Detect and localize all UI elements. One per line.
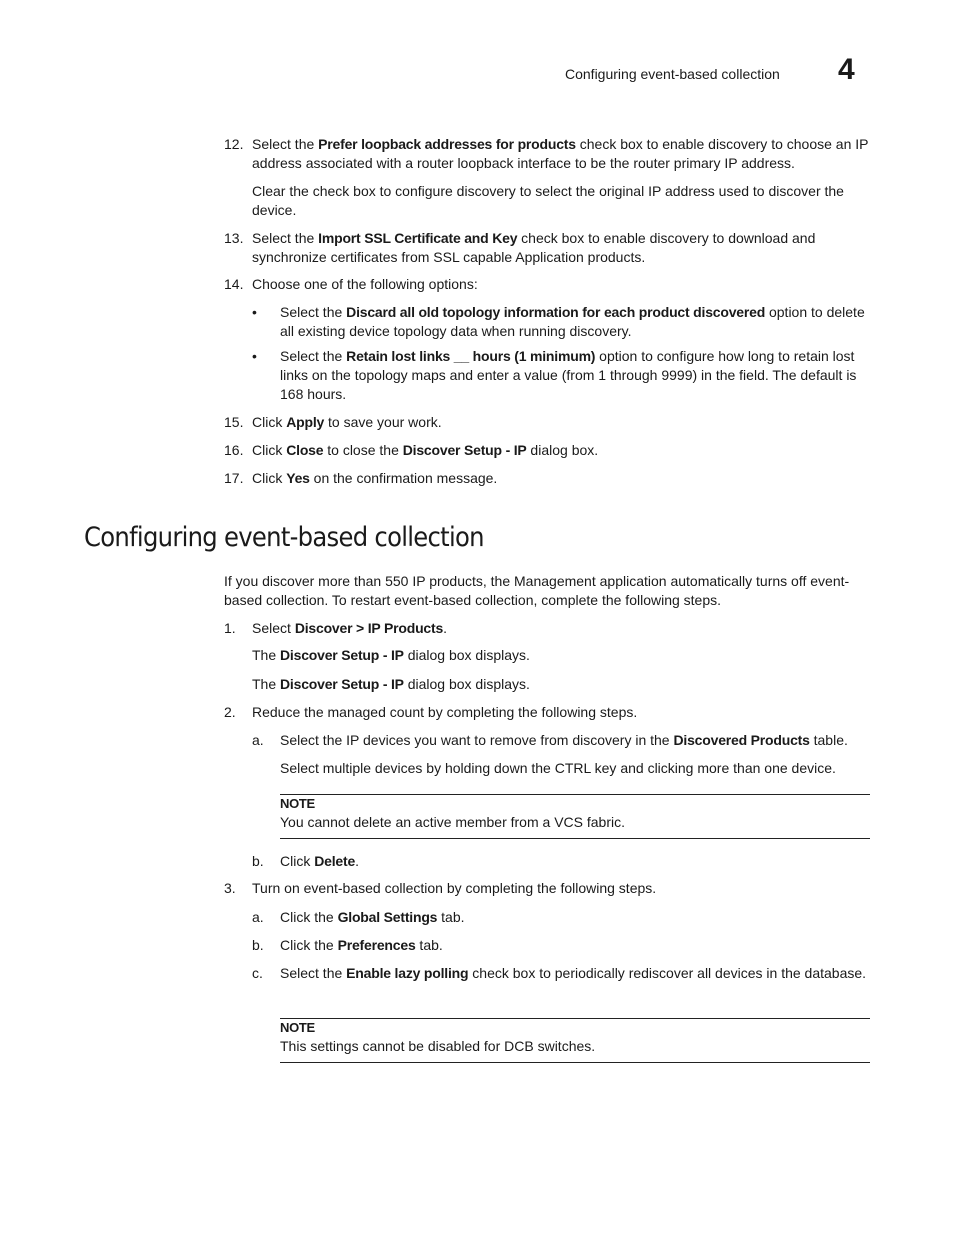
ui-label: Discover Setup - IP	[280, 647, 404, 663]
step-15	[224, 413, 870, 432]
ui-label: Yes	[286, 470, 310, 486]
step-12-note: Clear the check box to configure discovery to select the original IP address used to discover the device.	[252, 183, 844, 218]
ui-label: Global Settings	[337, 909, 438, 925]
step-2	[224, 703, 870, 722]
step-13	[224, 229, 870, 267]
ui-label: Preferences	[337, 937, 416, 953]
text: Select the	[252, 230, 319, 246]
bullet-item	[252, 303, 870, 341]
ui-label: Discover Setup - IP	[402, 442, 527, 458]
step-2a	[252, 731, 870, 750]
ui-label: Discover Setup - IP	[280, 676, 404, 692]
text: Select the	[280, 348, 347, 364]
substep-letter: c.	[252, 965, 263, 981]
substep-letter: b.	[252, 853, 264, 869]
text: Click	[280, 853, 315, 869]
text: Select	[252, 620, 295, 636]
step-number: 15.	[224, 414, 244, 430]
text: dialog box.	[526, 442, 599, 458]
ui-label: Delete	[314, 853, 356, 869]
step-number: 3.	[224, 880, 236, 896]
text: tab.	[437, 909, 465, 925]
note-text: You cannot delete an active member from a VCS fabric.	[280, 814, 625, 830]
text: Choose one of the following options:	[252, 276, 478, 292]
section-intro: If you discover more than 550 IP products, the Management application automatically turns off event-based collection. To restart event-based collection, complete the following steps.	[224, 573, 850, 608]
ui-label: Close	[286, 442, 324, 458]
step-2a-detail: Select multiple devices by holding down the CTRL key and clicking more than one device.	[280, 760, 836, 776]
text: Select the	[280, 965, 347, 981]
bullet-icon: •	[252, 348, 257, 364]
text: Select the IP devices you want to remove from discovery in the	[280, 732, 674, 748]
text: Select the	[252, 136, 319, 152]
text: to save your work.	[324, 414, 442, 430]
step-number: 12.	[224, 136, 244, 152]
text: check box to periodically rediscover all devices in the database.	[468, 965, 867, 981]
text: Click	[252, 442, 287, 458]
chapter-number: 4	[838, 53, 855, 86]
ui-label: Discovered Products	[673, 732, 810, 748]
text: The	[252, 676, 281, 692]
step-17	[224, 469, 870, 488]
text: check box to enable discovery to choose an IP address associated with a router loopback interface to be the router primary IP address.	[252, 136, 869, 171]
step-number: 2.	[224, 704, 236, 720]
text: on the confirmation message.	[309, 470, 498, 486]
step-3b	[252, 936, 870, 955]
ui-label: Import SSL Certificate and Key	[318, 230, 518, 246]
section-heading: Configuring event-based collection	[84, 522, 484, 553]
text: option to configure how long to retain lost links on the topology maps and enter a value (from 1 through 9999) in the field. The default is 168 hours.	[280, 348, 857, 402]
text: Click the	[280, 909, 338, 925]
ui-label: Discard all old topology information for each product discovered	[346, 304, 766, 320]
text: to close the	[323, 442, 403, 458]
text: Click	[252, 470, 287, 486]
step-number: 1.	[224, 620, 236, 636]
text: dialog box displays.	[403, 647, 530, 663]
substep-letter: b.	[252, 937, 264, 953]
text: option to delete all existing device topology data when running discovery.	[280, 304, 865, 339]
step-1-result	[252, 675, 870, 694]
text: .	[355, 853, 359, 869]
note-text: This settings cannot be disabled for DCB switches.	[280, 1038, 596, 1054]
step-number: 13.	[224, 230, 244, 246]
step-16	[224, 441, 870, 460]
text: Click the	[280, 937, 338, 953]
note-box	[280, 794, 870, 839]
bullet-icon: •	[252, 304, 257, 320]
step-1-result	[252, 646, 870, 665]
step-2b	[252, 852, 870, 871]
text: dialog box displays.	[403, 676, 530, 692]
step-3c	[252, 964, 870, 983]
text: tab.	[415, 937, 443, 953]
text: Reduce the managed count by completing the following steps.	[252, 704, 638, 720]
step-3	[224, 879, 870, 898]
step-12	[224, 135, 870, 173]
substep-letter: a.	[252, 909, 264, 925]
step-3a	[252, 908, 870, 927]
running-header-title: Configuring event-based collection	[565, 66, 780, 82]
substep-letter: a.	[252, 732, 264, 748]
step-14	[224, 275, 870, 294]
text: table.	[809, 732, 848, 748]
ui-label: Apply	[286, 414, 325, 430]
text: The	[252, 647, 281, 663]
note-label: NOTE	[280, 1020, 315, 1035]
ui-label: Enable lazy polling	[346, 965, 469, 981]
text: check box to enable discovery to download and synchronize certificates from SSL capable Application products.	[252, 230, 816, 265]
ui-label: Prefer loopback addresses for products	[318, 136, 576, 152]
note-label: NOTE	[280, 796, 315, 811]
ui-label: Discover > IP Products	[294, 620, 444, 636]
step-number: 14.	[224, 276, 244, 292]
text: Select the	[280, 304, 347, 320]
text: Turn on event-based collection by completing the following steps.	[252, 880, 657, 896]
ui-label: Retain lost links __ hours (1 minimum)	[346, 348, 596, 364]
step-number: 16.	[224, 442, 244, 458]
text: .	[443, 620, 447, 636]
text: Click	[252, 414, 287, 430]
step-1	[224, 619, 870, 638]
note-box	[280, 1018, 870, 1063]
bullet-item	[252, 347, 870, 404]
step-number: 17.	[224, 470, 244, 486]
